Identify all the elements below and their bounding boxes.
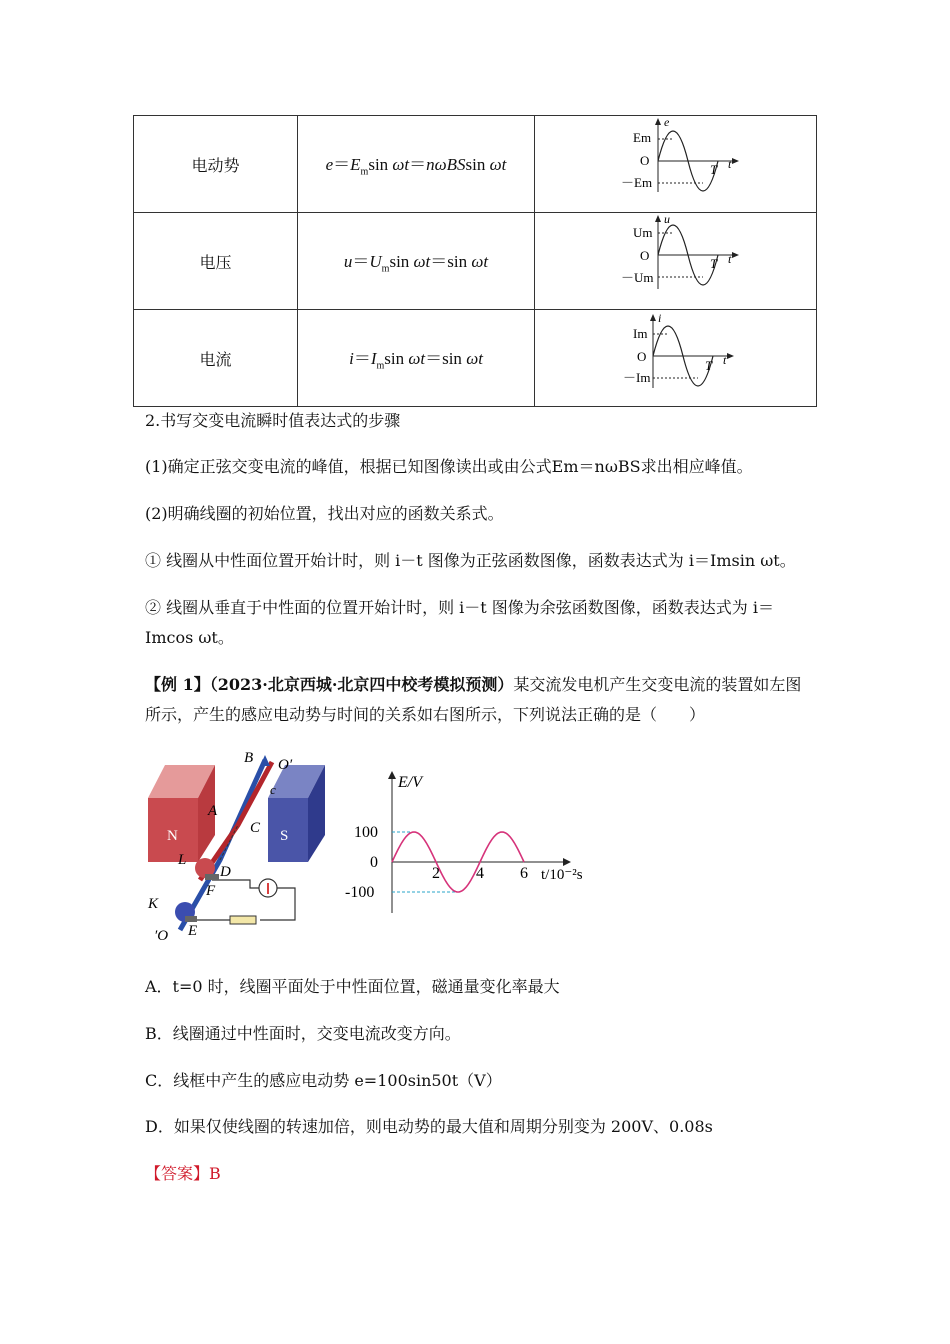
example-source: （2023·北京西城·北京四中校考模拟预测） (209, 675, 514, 694)
origin-label: O (640, 153, 650, 168)
step-1: (1)确定正弦交变电流的峰值，根据已知图像读出或由公式Em＝nωBS求出相应峰值。 (145, 457, 753, 476)
axis-x-label: t (723, 353, 727, 367)
neg-peak-label: －Im (623, 370, 651, 385)
table-row (134, 116, 817, 213)
answer-text: 【答案】B (145, 1164, 221, 1183)
peak-label: Im (633, 326, 648, 341)
case-1: ① 线圈从中性面位置开始计时，则 i－t 图像为正弦函数图像，函数表达式为 i＝Imsin ωt。 (145, 551, 796, 570)
label-O: ′O (154, 928, 169, 944)
label-S: S (280, 828, 289, 844)
quantity-formula: $e=E_m\sin$ ωt＝nωBSsin ωt (298, 116, 535, 213)
neg-peak-label: －Em (621, 175, 653, 190)
sine-graph-cell (535, 310, 817, 407)
y-tick-label: -100 (345, 884, 375, 901)
label-D: D (220, 864, 231, 880)
x-tick-label: 4 (476, 865, 484, 882)
x-tick-label: 6 (520, 865, 528, 882)
label-N: N (167, 828, 178, 844)
label-F: F (206, 883, 216, 899)
voltage-sine-graph (615, 213, 745, 293)
peak-label: Em (633, 130, 652, 145)
formula-table (133, 115, 817, 407)
option-d: D．如果仅使线圈的转速加倍，则电动势的最大值和周期分别变为 200V、0.08s (145, 1117, 713, 1136)
x-axis-label: t/10⁻²s (541, 867, 583, 883)
example-tag: 【例 1】 (145, 675, 210, 694)
label-C: C (250, 820, 261, 836)
emf-time-chart (345, 765, 595, 920)
origin-label: O (640, 248, 650, 263)
quantity-name: 电压 (134, 213, 298, 310)
chart-labels (345, 774, 583, 901)
y-tick-label: 0 (370, 854, 378, 871)
example-question-text: 某交流发电机产生交变电流的装置如左图所示，产生的感应电动势与时间的关系如右图所示，下列说法正确的是（ ） (145, 675, 802, 724)
y-tick-label: 100 (354, 824, 378, 841)
period-label: T (705, 358, 713, 373)
example-question (145, 670, 810, 730)
label-K: K (148, 896, 159, 912)
label-A: A (208, 803, 218, 819)
quantity-name: 电流 (134, 310, 298, 407)
quantity-formula: $u=U_m\sin$ ωt＝sin ωt (298, 213, 535, 310)
y-axis-arrow (388, 771, 396, 779)
axis-x-label: t (728, 252, 732, 266)
table-row (134, 213, 817, 310)
sine-graph-cell (535, 213, 817, 310)
label-O-prime: O′ (278, 757, 293, 773)
sine-graph-cell (535, 116, 817, 213)
label-c: c (270, 782, 276, 797)
neg-peak-label: －Um (621, 270, 654, 285)
origin-label: O (637, 349, 647, 364)
axis-y-label: i (658, 312, 662, 325)
axis-y-label: u (664, 213, 670, 226)
peak-label: Um (633, 225, 653, 240)
option-b: B．线圈通过中性面时，交变电流改变方向。 (145, 1024, 461, 1043)
chart-axes (388, 771, 571, 913)
table-row (134, 310, 817, 407)
y-axis-label: E/V (398, 774, 422, 791)
section-heading: 2.书写交变电流瞬时值表达式的步骤 (145, 411, 401, 430)
option-c: C．线框中产生的感应电动势 e=100sin50t（V） (145, 1071, 502, 1090)
quantity-name: 电动势 (134, 116, 298, 213)
x-tick-label: 2 (432, 865, 440, 882)
label-B: B (244, 750, 254, 766)
axis-y-label: e (664, 116, 670, 129)
period-label: T (710, 256, 718, 271)
label-E: E (188, 923, 198, 939)
generator-illustration (140, 740, 330, 950)
quantity-formula: $i=I_m\sin$ ωt＝sin ωt (298, 310, 535, 407)
axis-x-label: t (728, 157, 732, 171)
emf-sine-graph (615, 116, 745, 196)
period-label: T (710, 162, 718, 177)
x-axis-arrow (563, 858, 571, 866)
case-2: ② 线圈从垂直于中性面的位置开始计时，则 i－t 图像为余弦函数图像，函数表达式为 i＝Imcos ωt。 (145, 598, 775, 647)
label-L: L (178, 852, 187, 868)
current-sine-graph (615, 312, 745, 392)
step-2: (2)明确线圈的初始位置，找出对应的函数关系式。 (145, 504, 504, 523)
option-a: A．t=0 时，线圈平面处于中性面位置，磁通量变化率最大 (145, 977, 560, 996)
